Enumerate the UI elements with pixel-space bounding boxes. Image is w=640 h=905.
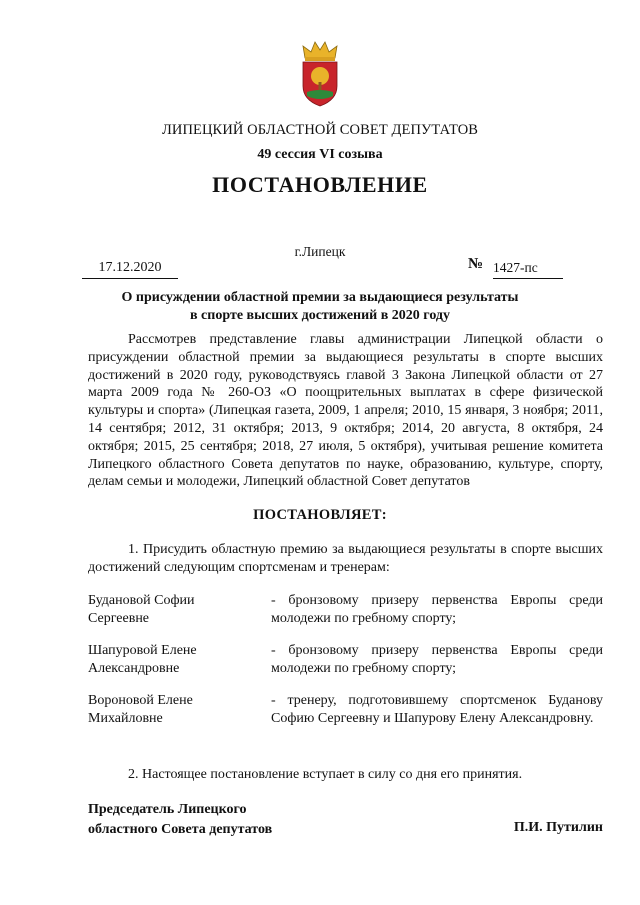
- awardee-name: Будановой Софии Сергеевне: [88, 593, 195, 626]
- awardee-description: - бронзовому призеру первенства Европы среди молодежи по гребному спорту;: [271, 643, 603, 676]
- document-number: 1427-пс: [493, 260, 563, 279]
- document-subject: [0, 289, 640, 325]
- item-2-paragraph: 2. Настоящее постановление вступает в силу со дня его принятия.: [128, 767, 523, 782]
- council-name: ЛИПЕЦКИЙ ОБЛАСТНОЙ СОВЕТ ДЕПУТАТОВ: [161, 122, 479, 138]
- document-type-title: ПОСТАНОВЛЕНИЕ: [212, 172, 428, 197]
- subject-line-1: О присуждении областной премии за выдающиеся результаты: [121, 290, 519, 305]
- session-label: 49 сессия VI созыва: [257, 147, 383, 162]
- number-sign: №: [468, 256, 484, 272]
- preamble-paragraph: Рассмотрев представление главы администрации Липецкой области о присуждении областной премии за выдающиеся результаты в спорте высших достижений в 2020 году, руководствуясь главой 3 Закона Липецкой области от 27 марта 2009 года № 260-ОЗ «О поощрительных выплатах в сфере физической культуры и спорта» (Липецкая газета, 2009, 1 апреля; 2010, 15 января, 3 ноября; 2011, 14 сентября; 2012, 31 октября; 2013, 9 октября; 2014, 20 августа, 8 октября, 24 октября; 2015, 25 сентября; 2018, 27 июля, 5 октября), учитывая решение комитета Липецкого областного Совета депутатов по науке, образованию, культуре, спорту, делам семьи и молодежи, Липецкий областной Совет депутатов: [88, 332, 603, 490]
- signatory-title: Председатель Липецкого областного Совета депутатов: [88, 802, 273, 837]
- awardee-description: - бронзовому призеру первенства Европы среди молодежи по гребному спорту;: [271, 593, 603, 626]
- document-date: 17.12.2020: [82, 260, 178, 279]
- awardee-name: Вороновой Елене Михайловне: [88, 693, 193, 726]
- awardee-description: - тренеру, подготовившему спортсменок Буданову Софию Сергеевну и Шапурову Елену Александровну.: [271, 693, 603, 726]
- awardee-name: Шапуровой Елене Александровне: [88, 643, 197, 676]
- signatory-name: П.И. Путилин: [513, 820, 603, 835]
- coat-of-arms-icon: [297, 40, 343, 108]
- item-1-paragraph: 1. Присудить областную премию за выдающиеся результаты в спорте высших достижений следующим спортсменам и тренерам:: [88, 542, 603, 575]
- city-label: г.Липецк: [294, 244, 346, 259]
- subject-line-2: в спорте высших достижений в 2020 году: [190, 308, 450, 323]
- resolves-heading: ПОСТАНОВЛЯЕТ:: [253, 507, 387, 523]
